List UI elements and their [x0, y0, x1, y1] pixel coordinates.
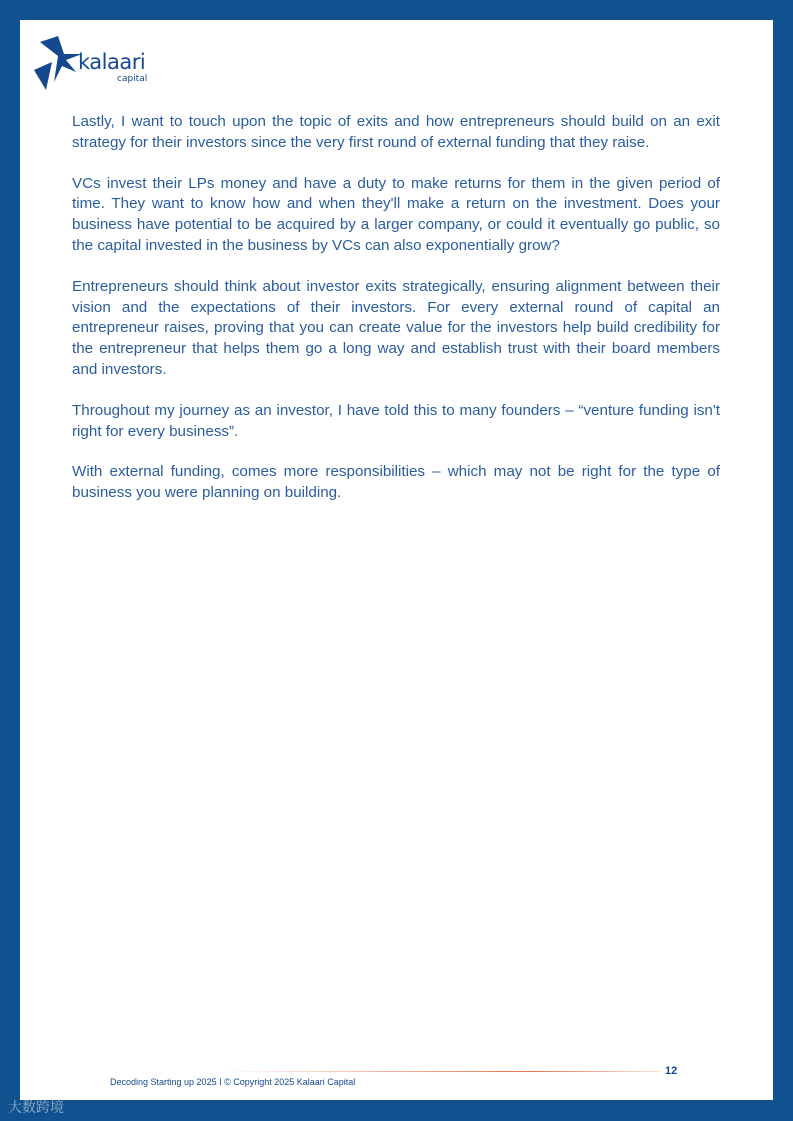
document-page — [20, 20, 773, 1100]
page-number: 12 — [665, 1065, 678, 1077]
kalaari-capital-logo — [32, 32, 152, 96]
paragraph: With external funding, comes more responsibilities – which may not be right for the type of business you were planning on building. — [72, 463, 720, 502]
body-text — [72, 112, 720, 524]
paragraph: Entrepreneurs should think about investor exits strategically, ensuring alignment between their vision and the expectations of their investors. For every external round of capital an entrepreneur raises, proving that you can create value for the investors help build credibility for the entrepreneur that helps them go a long way and establish trust with their board members and investors. — [72, 277, 720, 378]
paragraph: Lastly, I want to touch upon the topic of exits and how entrepreneurs should build on an exit strategy for their investors since the very first round of external funding that they raise. — [72, 113, 720, 151]
footer-divider — [220, 1071, 660, 1072]
logo-wordmark: kalaari — [78, 50, 146, 74]
watermark: 大数跨境 — [8, 1099, 64, 1115]
logo-subtitle: capital — [117, 74, 148, 84]
footer-copyright: Decoding Starting up 2025 I © Copyright 2025 Kalaari Capital — [110, 1077, 356, 1087]
paragraph: VCs invest their LPs money and have a duty to make returns for them in the given period of time. They want to know how and when they'll make a return on the investment. Does your business have potential to be acquired by a larger company, or could it eventually go public, so the capital invested in the business by VCs can also exponentially grow? — [72, 174, 720, 254]
paragraph: Throughout my journey as an investor, I have told this to many founders – “venture funding isn't right for every business”. — [72, 401, 720, 440]
